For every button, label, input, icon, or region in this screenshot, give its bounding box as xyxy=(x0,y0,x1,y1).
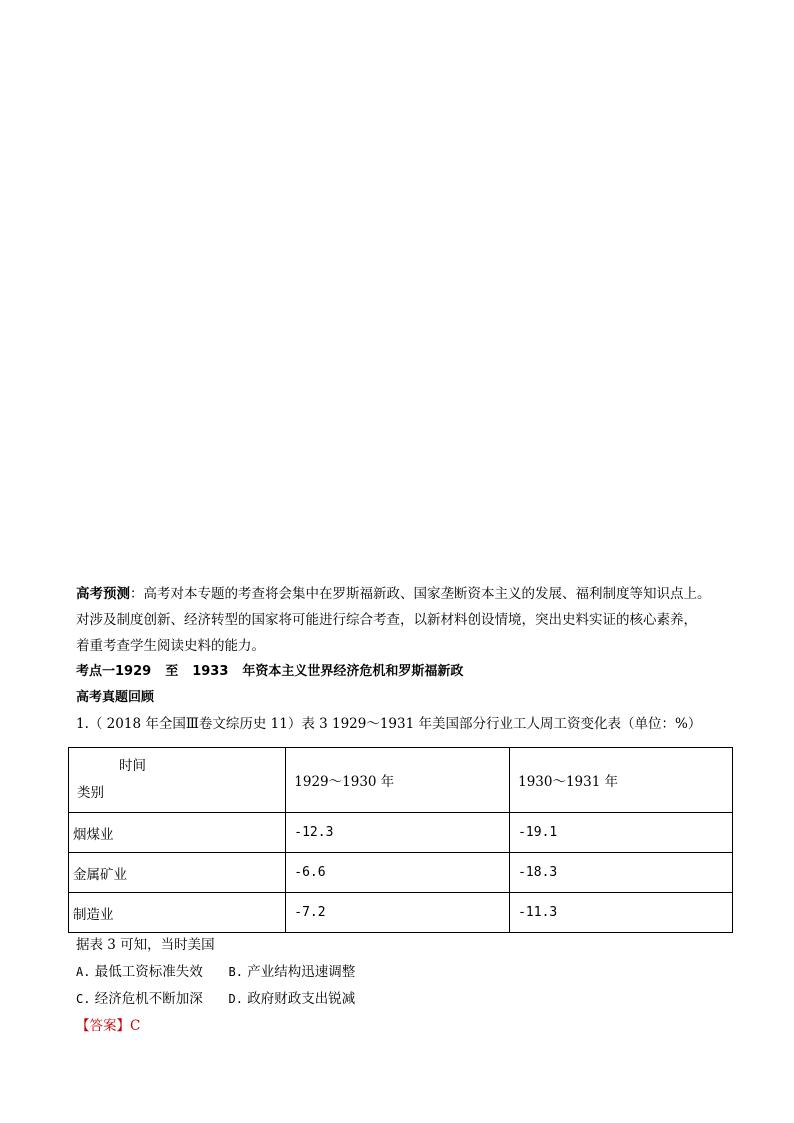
answer-label: 【答案】 xyxy=(76,1018,130,1034)
question-number: 1. xyxy=(76,716,89,732)
cell-value: -18.3 xyxy=(510,853,733,893)
forecast-block xyxy=(76,581,736,737)
options-row-2 xyxy=(76,986,736,1013)
column-header-1930-1931: 1930～1931 年 xyxy=(510,748,733,813)
answer-line xyxy=(76,1013,736,1040)
table-row xyxy=(69,893,733,933)
section-title: 高考真题回顾 xyxy=(76,690,155,705)
option-d-label: D. xyxy=(228,992,243,1006)
cell-value: -7.2 xyxy=(286,893,510,933)
table-corner-cell xyxy=(69,748,286,813)
topic-suffix: 年资本主义世界经济危机和罗斯福新政 xyxy=(242,664,464,679)
forecast-paragraph xyxy=(76,581,736,607)
topic-heading xyxy=(76,659,736,685)
question-body xyxy=(76,932,736,1040)
answer-value: C xyxy=(130,1018,141,1034)
row-category: 制造业 xyxy=(69,893,286,933)
option-d-text: 政府财政支出锐减 xyxy=(247,991,356,1007)
forecast-line-1: ：高考对本专题的考查将会集中在罗斯福新政、国家垄断资本主义的发展、福利制度等知识点上。 xyxy=(130,586,711,602)
row-category: 烟煤业 xyxy=(69,813,286,853)
wage-change-table xyxy=(68,747,733,933)
column-header-1929-1930: 1929～1930 年 xyxy=(286,748,510,813)
topic-year-end: 1933 xyxy=(192,664,229,679)
corner-time-label: 时间 xyxy=(119,758,146,774)
option-a-text: 最低工资标准失效 xyxy=(94,964,203,980)
options-row-1 xyxy=(76,959,736,986)
option-c-label: C. xyxy=(76,992,91,1006)
forecast-line-2: 对涉及制度创新、经济转型的国家将可能进行综合考查，以新材料创设情境，突出史料实证的核心素养， xyxy=(76,612,697,628)
cell-value: -11.3 xyxy=(510,893,733,933)
question-source: （ 2018 年全国Ⅲ卷文综历史 11）表 3 1929～1931 年美国部分行业工人周工资变化表（单位：%） xyxy=(88,716,702,732)
option-b-text: 产业结构迅速调整 xyxy=(247,964,356,980)
row-category: 金属矿业 xyxy=(69,853,286,893)
table-header-row xyxy=(69,748,733,813)
table-row xyxy=(69,853,733,893)
question-prompt: 据表 3 可知，当时美国 xyxy=(76,937,215,953)
option-a-label: A. xyxy=(76,965,91,979)
topic-prefix: 考点一 xyxy=(76,664,116,679)
option-b-label: B. xyxy=(228,965,243,979)
corner-category-label: 类别 xyxy=(77,785,104,801)
topic-year-start: 1929 xyxy=(115,664,152,679)
option-c-text: 经济危机不断加深 xyxy=(94,991,203,1007)
cell-value: -19.1 xyxy=(510,813,733,853)
cell-value: -12.3 xyxy=(286,813,510,853)
topic-to: 至 xyxy=(165,664,179,679)
table-row xyxy=(69,813,733,853)
forecast-label: 高考预测 xyxy=(76,586,130,602)
question-stem xyxy=(76,711,736,737)
cell-value: -6.6 xyxy=(286,853,510,893)
forecast-line-3: 着重考查学生阅读史料的能力。 xyxy=(76,638,265,654)
